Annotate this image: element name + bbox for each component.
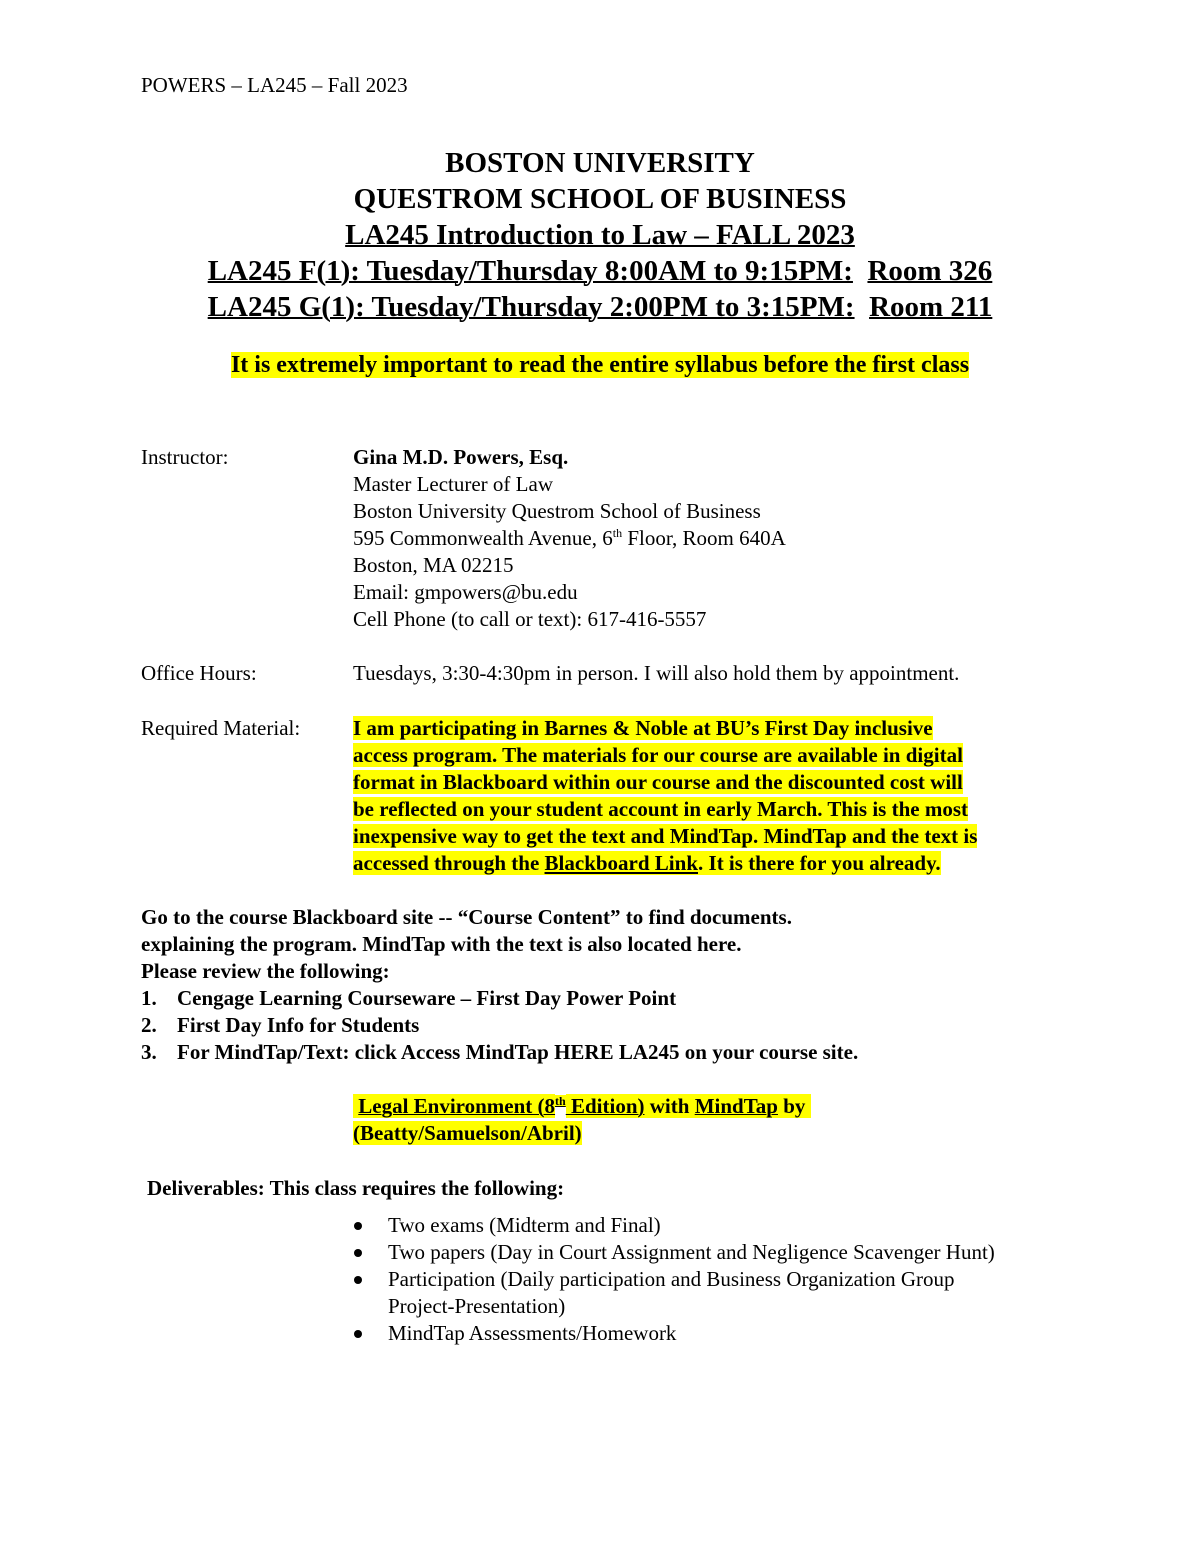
item-text: First Day Info for Students — [177, 1013, 420, 1037]
item-number: 1. — [141, 986, 157, 1010]
deliverable-item — [357, 1320, 1007, 1347]
instructions-line: explaining the program. MindTap with the text is also located here. — [141, 932, 742, 956]
item-number: 3. — [141, 1040, 157, 1064]
review-item — [141, 1012, 1200, 1039]
instructor-row — [141, 444, 1200, 633]
item-text: For MindTap/Text: click Access MindTap HERE LA245 on your course site. — [177, 1040, 859, 1064]
instructions — [141, 904, 1200, 1066]
material-line: I am participating in Barnes & Noble at BU’s First Day inclusive — [353, 716, 933, 740]
instructor-city: Boston, MA 02215 — [353, 553, 514, 577]
textbook-line — [353, 1093, 1200, 1120]
section-g-time: LA245 G(1): Tuesday/Thursday 2:00PM to 3:15PM: — [207, 291, 855, 323]
edition-sup: th — [555, 1094, 566, 1108]
bullet-icon — [354, 1222, 362, 1230]
title-block — [0, 145, 1200, 380]
section-g-schedule — [0, 289, 1200, 325]
address-sup: th — [612, 526, 623, 540]
address-text: 595 Commonwealth Avenue, 6 — [353, 526, 613, 550]
deliverables-heading: Deliverables: This class requires the following: — [147, 1176, 565, 1200]
deliverable-text: MindTap Assessments/Homework — [388, 1321, 677, 1345]
course-title — [0, 217, 1200, 253]
material-line: inexpensive way to get the text and MindTap. MindTap and the text is — [353, 824, 978, 848]
section-f-time: LA245 F(1): Tuesday/Thursday 8:00AM to 9:15PM: — [207, 255, 853, 287]
deliverable-text: Two exams (Midterm and Final) — [388, 1213, 661, 1237]
office-hours-label: Office Hours: — [141, 661, 257, 685]
bullet-icon — [354, 1249, 362, 1257]
instructor-phone: Cell Phone (to call or text): 617-416-5557 — [353, 607, 707, 631]
required-material-row — [141, 715, 1200, 877]
textbook-title-text: Legal Environment (8 — [358, 1094, 556, 1118]
deliverable-item — [357, 1266, 1007, 1320]
running-header: POWERS – LA245 – Fall 2023 — [141, 73, 408, 97]
deliverable-text: Participation (Daily participation and Business Organization Group Project-Presentation) — [388, 1267, 955, 1318]
office-hours-text: Tuesdays, 3:30-4:30pm in person. I will also hold them by appointment. — [353, 661, 960, 685]
required-material-text — [353, 715, 1093, 877]
item-number: 2. — [141, 1013, 157, 1037]
section-f-schedule — [0, 253, 1200, 289]
section-g-room: Room 211 — [869, 291, 993, 323]
deliverables-heading-block — [147, 1175, 1200, 1202]
required-material-label: Required Material: — [141, 716, 301, 740]
blackboard-link[interactable]: Blackboard Link — [544, 851, 699, 875]
textbook-with: with — [644, 1094, 695, 1118]
address-floor: Floor, Room 640A — [622, 526, 786, 550]
textbook-by: by — [777, 1094, 811, 1118]
instructions-line: Go to the course Blackboard site -- “Course Content” to find documents. — [141, 905, 792, 929]
review-item — [141, 985, 1200, 1012]
material-line-end: . It is there for you already. — [698, 851, 941, 875]
notice-text: It is extremely important to read the entire syllabus before the first class — [230, 352, 970, 378]
bullet-icon — [354, 1276, 362, 1284]
review-item — [141, 1039, 1200, 1066]
instructions-line: Please review the following: — [141, 959, 390, 983]
instructor-email[interactable]: Email: gmpowers@bu.edu — [353, 580, 578, 604]
instructor-school: Boston University Questrom School of Business — [353, 499, 761, 523]
mindtap-link[interactable]: MindTap — [694, 1094, 778, 1118]
section-f-room: Room 326 — [867, 255, 993, 287]
material-line: access program. The materials for our course are available in digital — [353, 743, 963, 767]
deliverable-item — [357, 1212, 1007, 1239]
school-title: QUESTROM SCHOOL OF BUSINESS — [353, 183, 847, 215]
material-line: format in Blackboard within our course and the discounted cost will — [353, 770, 963, 794]
item-text: Cengage Learning Courseware – First Day Power Point — [177, 986, 677, 1010]
material-line: accessed through the — [353, 851, 545, 875]
textbook-authors: (Beatty/Samuelson/Abril) — [353, 1121, 582, 1145]
office-hours-block — [353, 660, 1093, 687]
bullet-icon — [354, 1330, 362, 1338]
course-title-text: LA245 Introduction to Law – FALL 2023 — [345, 219, 855, 251]
office-hours-row — [141, 660, 1200, 687]
textbook — [353, 1093, 1200, 1147]
university-title: BOSTON UNIVERSITY — [445, 147, 755, 179]
instructor-info — [353, 444, 1093, 633]
deliverable-item — [357, 1239, 1007, 1266]
deliverable-text: Two papers (Day in Court Assignment and Negligence Scavenger Hunt) — [388, 1240, 995, 1264]
instructor-label: Instructor: — [141, 445, 229, 469]
syllabus-notice — [0, 350, 1200, 380]
textbook-edition: Edition) — [565, 1094, 645, 1118]
deliverables-list — [357, 1212, 1007, 1347]
instructor-address — [353, 525, 1093, 552]
instructor-name: Gina M.D. Powers, Esq. — [353, 445, 569, 469]
instructor-title: Master Lecturer of Law — [353, 472, 553, 496]
material-line: be reflected on your student account in early March. This is the most — [353, 797, 969, 821]
